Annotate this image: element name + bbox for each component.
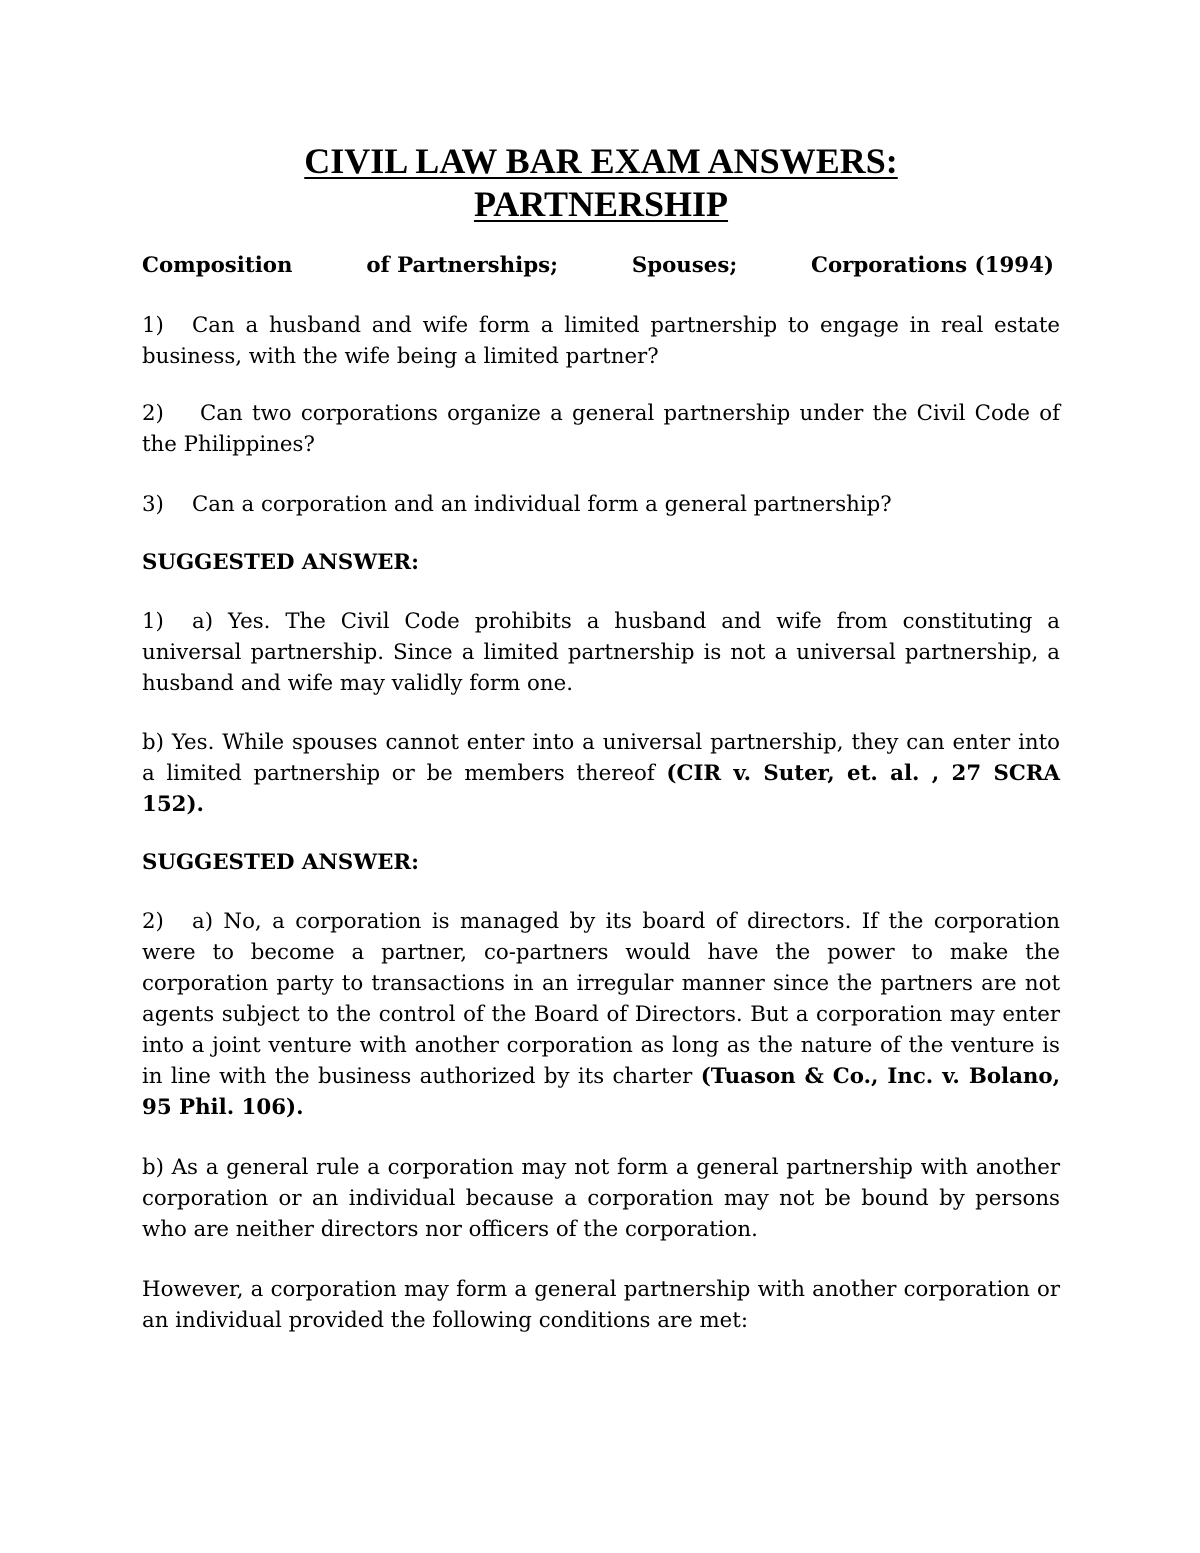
question-text: Can a corporation and an individual form a general partnership? (192, 492, 892, 517)
question-number: 1) (142, 313, 164, 338)
question-number: 3) (142, 492, 164, 517)
section-heading-part2: of Partnerships; (366, 253, 558, 278)
answer-number: 1) (142, 609, 164, 634)
question-number: 2) (142, 401, 164, 426)
answer-number: 2) (142, 909, 164, 934)
section-heading-part4: Corporations (1994) (811, 253, 1054, 278)
answer-2-however (142, 1274, 1060, 1336)
document-title-line2: PARTNERSHIP (473, 184, 729, 224)
answer-1b (142, 727, 1060, 820)
section-heading (142, 250, 1054, 281)
question-1 (142, 310, 1060, 372)
section-heading-part3: Spouses; (631, 253, 738, 278)
answer-text: However, a corporation may form a general partnership with another corporation or an individual provided the following conditions are met: (142, 1277, 1060, 1333)
document-title-line1: CIVIL LAW BAR EXAM ANSWERS: (304, 141, 898, 181)
case-citation: (Tuason & Co., Inc. v. Bolano, 95 Phil. 106). (142, 1064, 1061, 1120)
answer-text: a) Yes. The Civil Code prohibits a husband and wife from constituting a universal partnership. Since a limited partnership is not a universal partnership, a husband and wife may validly form one. (142, 609, 1060, 696)
answer-text: b) As a general rule a corporation may not form a general partnership with another corporation or an individual because a corporation may not be bound by persons who are neither directors nor officers of the corporation. (142, 1155, 1060, 1242)
suggested-answer-label-2: SUGGESTED ANSWER: (142, 850, 419, 875)
answer-text: b) Yes. While spouses cannot enter into a universal partnership, they can enter into a limited partnership or be members thereof (142, 730, 1060, 786)
answer-text: a) No, a corporation is managed by its board of directors. If the corporation were to become a partner, co-partners would have the power to make the corporation party to transactions in an irregular manner since the partners are not agents subject to the control of the Board of Directors. But a corporation may enter into a joint venture with another corporation as long as the nature of the venture is in line with the business authorized by its charter (142, 909, 1060, 1089)
answer-1a (142, 606, 1060, 699)
question-text: Can a husband and wife form a limited partnership to engage in real estate business, with the wife being a limited partner? (142, 313, 1060, 369)
suggested-answer-label-1: SUGGESTED ANSWER: (142, 550, 419, 575)
answer-2b (142, 1152, 1060, 1245)
section-heading-part1: Composition (142, 253, 293, 278)
answer-2a (142, 906, 1060, 1123)
question-3 (142, 489, 1060, 520)
question-text: Can two corporations organize a general partnership under the Civil Code of the Philippines? (142, 401, 1060, 457)
case-citation: (CIR v. Suter, et. al. , 27 SCRA 152). (142, 761, 1060, 817)
question-2 (142, 398, 1060, 460)
